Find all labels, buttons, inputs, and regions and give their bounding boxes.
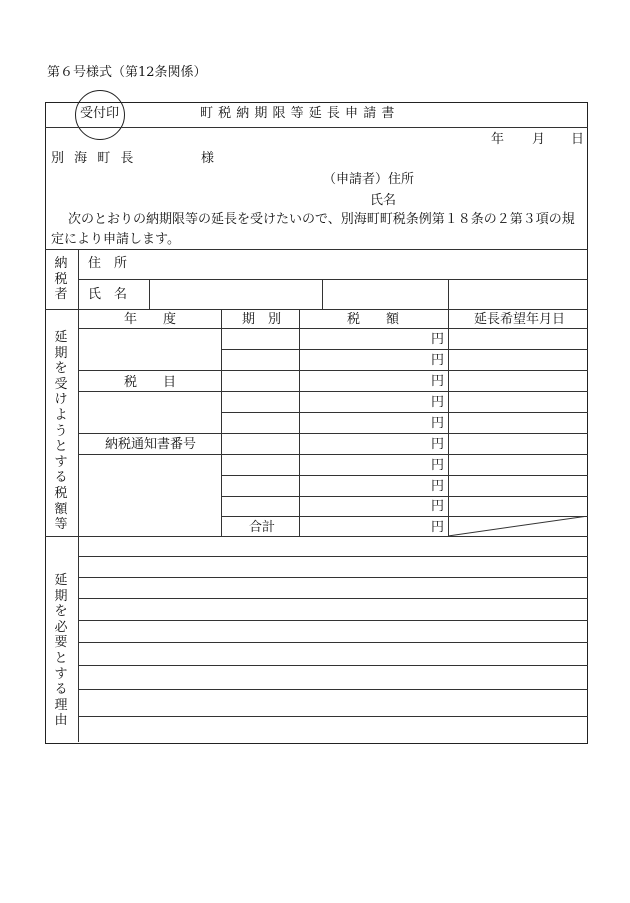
row-line-5 — [78, 433, 588, 434]
row-line-3 — [78, 391, 588, 392]
reason-side-label: 延期を必要とする理由 — [54, 573, 68, 729]
total-cell-diagonal — [448, 516, 588, 536]
yen-mark-7: 円 — [431, 458, 445, 473]
notice-number-label: 納税通知書番号 — [105, 437, 197, 452]
taxpayer-name-divider-1 — [149, 279, 150, 309]
yen-mark-2: 円 — [431, 353, 445, 368]
application-form-frame — [45, 102, 588, 744]
row-line-1 — [221, 349, 588, 350]
yen-mark-1: 円 — [431, 332, 445, 347]
honorific: 様 — [201, 151, 215, 166]
row-line-8 — [221, 496, 588, 497]
header-bottom-line — [78, 328, 588, 329]
header-extension-date: 延長希望年月日 — [474, 312, 566, 327]
date-year-label: 年 — [491, 132, 505, 147]
header-year: 年 度 — [124, 312, 177, 327]
reason-line-6 — [78, 665, 588, 666]
title-divider — [45, 127, 588, 128]
yen-mark-3: 円 — [431, 374, 445, 389]
taxpayer-top-line — [45, 249, 588, 250]
total-label: 合計 — [249, 520, 276, 535]
reason-line-4 — [78, 620, 588, 621]
tax-item-label: 税 目 — [124, 375, 177, 390]
reception-stamp-label: 受付印 — [80, 106, 120, 121]
reason-line-3 — [78, 598, 588, 599]
statement-line-2: 定により申請します。 — [51, 232, 180, 247]
taxpayer-name-divider-2 — [322, 279, 323, 309]
yen-mark-8: 円 — [431, 479, 445, 494]
col-line-amount — [448, 309, 449, 536]
yen-mark-10: 円 — [431, 520, 445, 535]
row-line-4 — [221, 412, 588, 413]
row-line-6 — [78, 454, 588, 455]
header-period: 期 別 — [242, 312, 282, 327]
reason-line-5 — [78, 642, 588, 643]
statement-line-1: 次のとおりの納期限等の延長を受けたいので、別海町町税条例第１８条の２第３項の規 — [68, 212, 575, 227]
date-month-label: 月 — [532, 132, 546, 147]
date-day-label: 日 — [571, 132, 585, 147]
reason-line-1 — [78, 556, 588, 557]
row-line-2 — [78, 370, 588, 371]
yen-mark-5: 円 — [431, 416, 445, 431]
taxpayer-name-divider-3 — [448, 279, 449, 309]
header-amount: 税 額 — [347, 312, 400, 327]
taxpayer-side-label: 納税者 — [54, 256, 68, 303]
side-label-column-line — [78, 249, 79, 742]
tax-table-bottom-line — [45, 536, 588, 537]
applicant-name-label: 氏名 — [370, 193, 397, 208]
form-title: 町 税 納 期 限 等 延 長 申 請 書 — [200, 106, 395, 121]
reason-line-2 — [78, 577, 588, 578]
col-line-year — [221, 309, 222, 536]
taxpayer-address-label: 住 所 — [88, 256, 128, 271]
yen-mark-4: 円 — [431, 395, 445, 410]
tax-table-side-label: 延期を受けようとする税額等 — [54, 330, 68, 533]
reason-line-8 — [78, 716, 588, 717]
yen-mark-6: 円 — [431, 437, 445, 452]
form-number-label: 第６号様式（第12条関係） — [47, 65, 207, 80]
row-line-7 — [221, 475, 588, 476]
applicant-address-label: （申請者）住所 — [323, 172, 415, 187]
yen-mark-9: 円 — [431, 499, 445, 514]
addressee: 別 海 町 長 — [51, 151, 137, 166]
reason-line-7 — [78, 689, 588, 690]
tax-table-top-line — [45, 309, 588, 310]
taxpayer-middle-line — [78, 279, 588, 280]
taxpayer-name-label: 氏 名 — [88, 287, 128, 302]
col-line-period — [299, 309, 300, 536]
